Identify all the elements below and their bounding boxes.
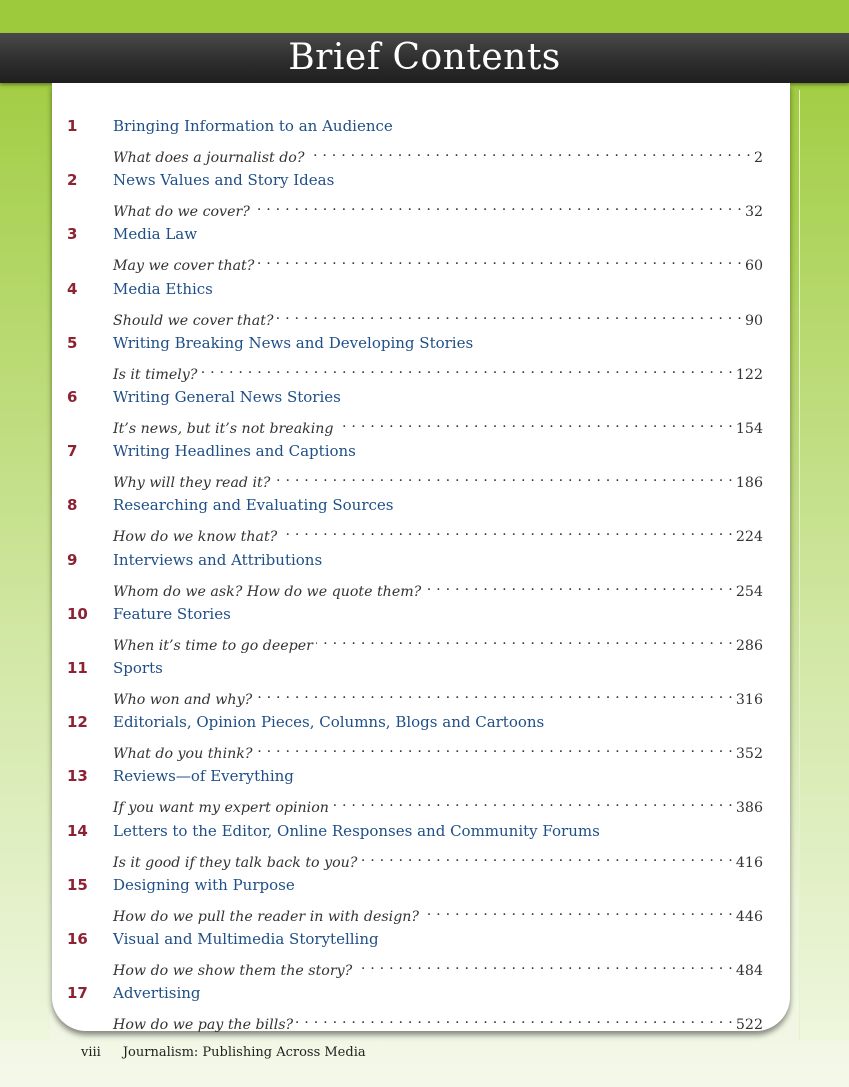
chapter-subtitle: Is it timely?: [113, 366, 198, 383]
toc-entry[interactable]: [52, 712, 790, 764]
toc-entry[interactable]: [52, 116, 790, 168]
chapter-subtitle-line: [113, 250, 763, 275]
chapter-subtitle: How do we pull the reader in with design?: [113, 908, 420, 925]
chapter-subtitle: Who won and why?: [113, 692, 253, 708]
dot-leader: [316, 630, 733, 650]
chapter-number: 17: [67, 984, 88, 1003]
page-number: 416: [735, 854, 763, 871]
toc-entry[interactable]: [52, 821, 790, 873]
chapter-title[interactable]: Researching and Evaluating Sources: [113, 496, 394, 515]
dot-leader: [307, 142, 751, 162]
toc-entry[interactable]: [52, 983, 790, 1035]
dot-leader: [337, 413, 733, 433]
chapter-title[interactable]: Writing General News Stories: [113, 388, 341, 406]
page-title: Brief Contents: [288, 37, 561, 78]
dot-leader: [424, 576, 733, 596]
page-number: 446: [735, 908, 763, 925]
chapter-subtitle: Should we cover that?: [113, 312, 274, 329]
dot-leader: [422, 901, 733, 921]
page-number: 316: [735, 692, 763, 708]
dot-leader: [355, 955, 733, 975]
top-green-stripe: [0, 0, 849, 33]
chapter-subtitle-line: [113, 467, 763, 492]
chapter-number: 2: [67, 171, 78, 190]
chapter-title[interactable]: Advertising: [113, 984, 201, 1003]
chapter-number: 3: [67, 225, 78, 244]
chapter-number: 8: [67, 496, 78, 515]
chapter-number: 7: [67, 442, 78, 461]
chapter-subtitle: Why will they read it?: [113, 475, 271, 492]
chapter-number: 14: [67, 821, 88, 840]
chapter-title[interactable]: News Values and Story Ideas: [113, 171, 335, 190]
page-number: 522: [735, 1017, 763, 1034]
toc-entry[interactable]: [52, 279, 790, 331]
page-number: 484: [735, 963, 763, 979]
chapter-title[interactable]: Reviews—of Everything: [113, 767, 294, 786]
chapter-subtitle: If you want my expert opinion: [113, 800, 329, 817]
chapter-number: 15: [67, 875, 88, 894]
chapter-number: 4: [67, 279, 78, 298]
toc-entry[interactable]: [52, 387, 790, 439]
chapter-subtitle-line: [113, 630, 763, 654]
toc-entry[interactable]: [52, 224, 790, 276]
page-number: 154: [735, 421, 763, 437]
chapter-subtitle-line: [113, 684, 763, 708]
dot-leader: [277, 305, 742, 325]
page-footer: [81, 1044, 366, 1062]
dot-leader: [200, 359, 733, 379]
toc-entry[interactable]: [52, 333, 790, 385]
chapter-number: 9: [67, 550, 78, 569]
page-number: 122: [735, 366, 763, 383]
chapter-title[interactable]: Sports: [113, 659, 163, 677]
chapter-number: 5: [67, 333, 78, 352]
folio: viii: [81, 1045, 101, 1060]
chapter-title[interactable]: Bringing Information to an Audience: [113, 117, 393, 135]
page-number: 60: [744, 258, 763, 275]
page-number: 32: [744, 204, 763, 221]
chapter-title[interactable]: Media Ethics: [113, 279, 213, 298]
dot-leader: [257, 250, 742, 270]
chapter-title[interactable]: Visual and Multimedia Storytelling: [113, 930, 379, 948]
left-green-panel: [0, 90, 50, 1040]
chapter-subtitle: It’s news, but it’s not breaking: [113, 421, 334, 437]
chapter-subtitle-line: [113, 792, 763, 817]
chapter-subtitle-line: [113, 576, 763, 600]
chapter-title[interactable]: Feature Stories: [113, 604, 231, 623]
dot-leader: [255, 738, 732, 758]
dot-leader: [332, 792, 733, 812]
chapter-subtitle: How do we pay the bills?: [113, 1017, 294, 1034]
dot-leader: [280, 521, 733, 541]
chapter-title[interactable]: Interviews and Attributions: [113, 550, 323, 569]
chapter-subtitle-line: [113, 738, 763, 763]
toc-entry[interactable]: [52, 875, 790, 927]
chapter-subtitle-line: [113, 847, 763, 871]
page-number: 90: [744, 312, 763, 329]
chapter-title[interactable]: Writing Breaking News and Developing Stories: [113, 333, 474, 352]
chapter-subtitle: When it’s time to go deeper: [113, 637, 313, 654]
chapter-subtitle: What do you think?: [113, 746, 253, 763]
chapter-subtitle-line: [113, 1009, 763, 1034]
chapter-title[interactable]: Letters to the Editor, Online Responses and Community Forums: [113, 821, 600, 840]
page-number: 224: [735, 529, 763, 546]
chapter-subtitle: Whom do we ask? How do we quote them?: [113, 583, 422, 600]
chapter-subtitle: What does a journalist do?: [113, 150, 305, 166]
chapter-number: 10: [67, 604, 88, 623]
chapter-subtitle-line: [113, 305, 763, 329]
toc-entry[interactable]: [52, 766, 790, 818]
toc-entry[interactable]: [52, 441, 790, 493]
dot-leader: [360, 847, 732, 867]
toc-entry[interactable]: [52, 929, 790, 981]
chapter-subtitle-line: [113, 955, 763, 979]
page-number: 352: [735, 746, 763, 763]
chapter-subtitle: How do we know that?: [113, 529, 278, 546]
toc-entry[interactable]: [52, 550, 790, 602]
chapter-number: 12: [67, 713, 88, 732]
chapter-title[interactable]: Editorials, Opinion Pieces, Columns, Blogs and Cartoons: [113, 713, 545, 732]
chapter-subtitle-line: [113, 196, 763, 221]
chapter-subtitle-line: [113, 521, 763, 546]
chapter-subtitle: Is it good if they talk back to you?: [113, 854, 358, 871]
chapter-title[interactable]: Writing Headlines and Captions: [113, 442, 356, 461]
page-number: 186: [735, 475, 763, 492]
toc-entry[interactable]: [52, 658, 790, 710]
chapter-subtitle-line: [113, 142, 763, 166]
chapter-subtitle-line: [113, 413, 763, 437]
dot-leader: [253, 196, 742, 216]
chapter-subtitle-line: [113, 901, 763, 925]
page-number: 2: [753, 150, 763, 166]
toc-entry[interactable]: [52, 604, 790, 656]
chapter-title[interactable]: Media Law: [113, 225, 198, 244]
dot-leader: [255, 684, 733, 704]
page-number: 286: [735, 637, 763, 654]
chapter-number: 13: [67, 767, 88, 786]
chapter-number: 1: [67, 117, 78, 135]
right-green-panel: [799, 90, 849, 1040]
chapter-subtitle: What do we cover?: [113, 204, 250, 221]
page-number: 254: [735, 583, 763, 600]
toc-entry[interactable]: [52, 170, 790, 222]
toc-entry[interactable]: [52, 495, 790, 547]
page-number: 386: [735, 800, 763, 817]
chapter-number: 16: [67, 930, 88, 948]
chapter-number: 6: [67, 388, 78, 406]
book-title: Journalism: Publishing Across Media: [122, 1045, 366, 1060]
chapter-number: 11: [67, 659, 88, 677]
contents-card: [52, 83, 790, 1034]
dot-leader: [296, 1009, 733, 1029]
dot-leader: [273, 467, 733, 487]
chapter-subtitle-line: [113, 359, 763, 383]
chapter-subtitle: How do we show them the story?: [113, 963, 353, 979]
chapter-title[interactable]: Designing with Purpose: [113, 875, 295, 894]
chapter-subtitle: May we cover that?: [113, 258, 255, 275]
